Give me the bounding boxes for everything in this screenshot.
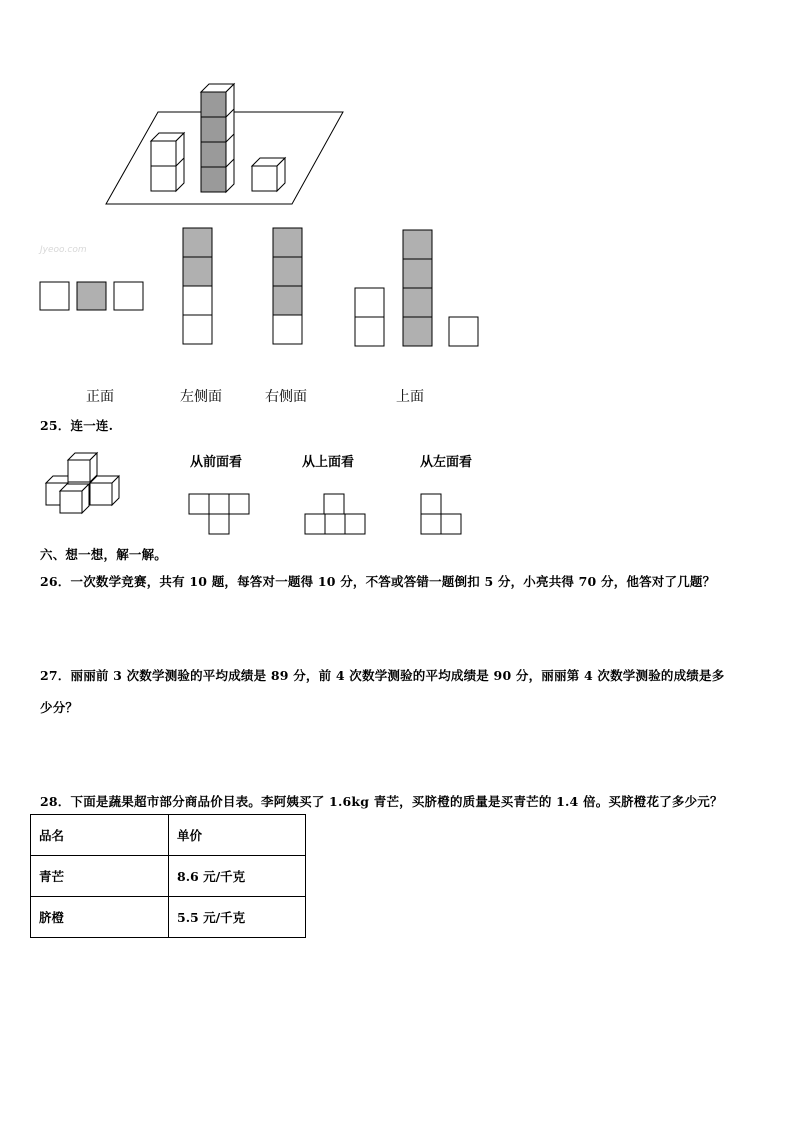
table-header-row: [31, 815, 306, 856]
price-table: [30, 814, 306, 938]
section6-title: 六、想一想，解一解。: [40, 547, 168, 562]
q25-title: 25．连一连.: [40, 418, 114, 433]
q28-text: 28．下面是蔬果超市部分商品价目表。李阿姨买了 1.6kg 青芒，买脐橙的质量是买青芒的 1.4 倍。买脐橙花了多少元？: [40, 794, 723, 809]
top-view-label: 上面: [396, 389, 424, 405]
table-row: [31, 897, 306, 938]
table-cell: 脐橙: [31, 897, 169, 938]
q27-line2: 少分？: [40, 700, 79, 715]
q25-caption-front: 从前面看: [190, 455, 243, 470]
front-view-label: 正面: [86, 389, 114, 405]
right-side-view-label: 右侧面: [265, 389, 307, 405]
table-cell: 8.6 元/千克: [169, 856, 306, 897]
q25-front-view-shape: [189, 494, 249, 534]
table-cell: 青芒: [31, 856, 169, 897]
q25-left-view-shape: [421, 494, 461, 534]
q26-text: 26．一次数学竞赛，共有 10 题，每答对一题得 10 分，不答或答错一题倒扣 5 分，小亮共得 70 分，他答对了几题？: [40, 574, 716, 589]
watermark-text: Jyeoo.com: [40, 245, 87, 255]
table-row: [31, 856, 306, 897]
q27-line1: 27．丽丽前 3 次数学测验的平均成绩是 89 分，前 4 次数学测验的平均成绩是 90 分，丽丽第 4 次数学测验的成绩是多: [40, 668, 725, 683]
q25-view-shapes: [0, 0, 794, 540]
table-header-cell: 品名: [31, 815, 169, 856]
table-cell: 5.5 元/千克: [169, 897, 306, 938]
left-side-view-label: 左侧面: [180, 389, 222, 405]
q25-top-view-shape: [305, 494, 365, 534]
q25-caption-left: 从左面看: [420, 455, 473, 470]
q25-caption-top: 从上面看: [302, 455, 355, 470]
table-header-cell: 单价: [169, 815, 306, 856]
